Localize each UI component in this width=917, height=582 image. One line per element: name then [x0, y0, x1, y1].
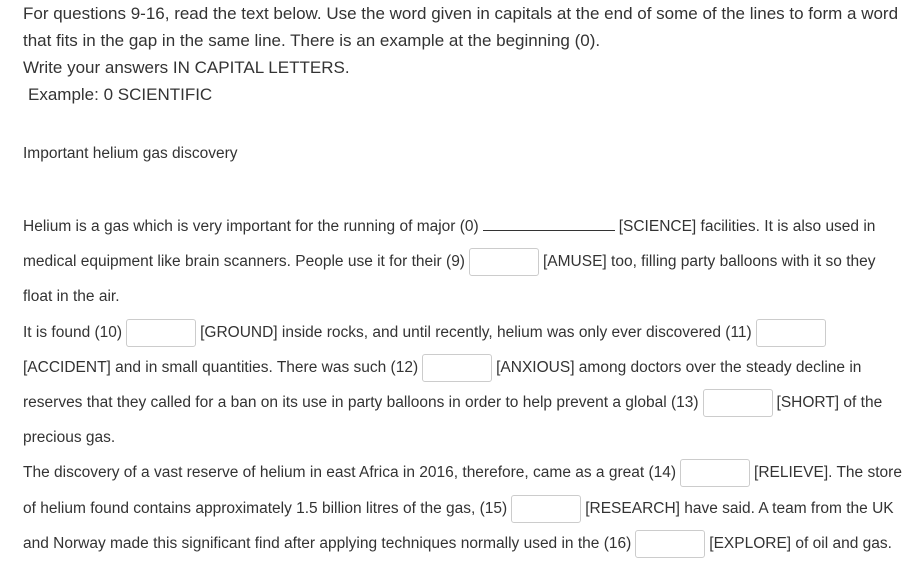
- p2-text-d: [ANXIOUS] among doctors over the steady decline in reserves that they called for a ban on its use in party balloons in order to help prevent a global (13): [23, 358, 862, 412]
- p3-text-a: The discovery of a vast reserve of helium in east Africa in 2016, therefore, came as a great (14): [23, 464, 677, 482]
- instructions: [23, 0, 903, 108]
- gap-10-input[interactable]: [126, 319, 196, 347]
- p3-text-d: [EXPLORE] of oil and gas.: [709, 534, 892, 552]
- paragraph-3: [23, 455, 908, 561]
- gap-14-input[interactable]: [680, 459, 750, 487]
- gap-12-input[interactable]: [422, 354, 492, 382]
- p3-text-b: [RELIEVE]. The store of helium found contains approximately 1.5 billion litres of the gas, (15): [23, 464, 902, 517]
- p2-text-a: It is found (10): [23, 323, 123, 341]
- gap-13-input[interactable]: [703, 389, 773, 417]
- gap-15-input[interactable]: [511, 495, 581, 523]
- paragraph-1: [23, 209, 908, 315]
- example-gap-0: [483, 214, 615, 231]
- p2-text-e: [SHORT] of the precious gas.: [23, 394, 883, 447]
- paragraph-2: [23, 315, 908, 456]
- gap-9-input[interactable]: [469, 248, 539, 276]
- p1-text-a: Helium is a gas which is very important for the running of major (0): [23, 218, 479, 235]
- p1-text-b: [SCIENCE] facilities. It is also used in medical equipment like brain scanners. People use it for their (9): [23, 218, 876, 271]
- instructions-capitals: Write your answers IN CAPITAL LETTERS.: [23, 58, 350, 77]
- example-answer: Example: 0 SCIENTIFIC: [28, 85, 213, 104]
- gap-11-input[interactable]: [756, 319, 826, 347]
- p2-text-b: [GROUND] inside rocks, and until recently, helium was only ever discovered (11): [200, 323, 752, 341]
- gap-16-input[interactable]: [635, 530, 705, 558]
- passage-title: Important helium gas discovery: [23, 145, 238, 162]
- p2-text-c: [ACCIDENT] and in small quantities. There was such (12): [23, 358, 419, 376]
- p1-text-c: [AMUSE] too, filling party balloons with it so they float in the air.: [23, 253, 876, 306]
- p3-text-c: [RESEARCH] have said. A team from the UK and Norway made this significant find after applying techniques normally used in the (16): [23, 499, 894, 552]
- passage: [23, 209, 908, 561]
- instructions-text: For questions 9-16, read the text below. Use the word given in capitals at the end of some of the lines to form a word that fits in the gap in the same line. There is an example at the beginning (0).: [23, 4, 899, 50]
